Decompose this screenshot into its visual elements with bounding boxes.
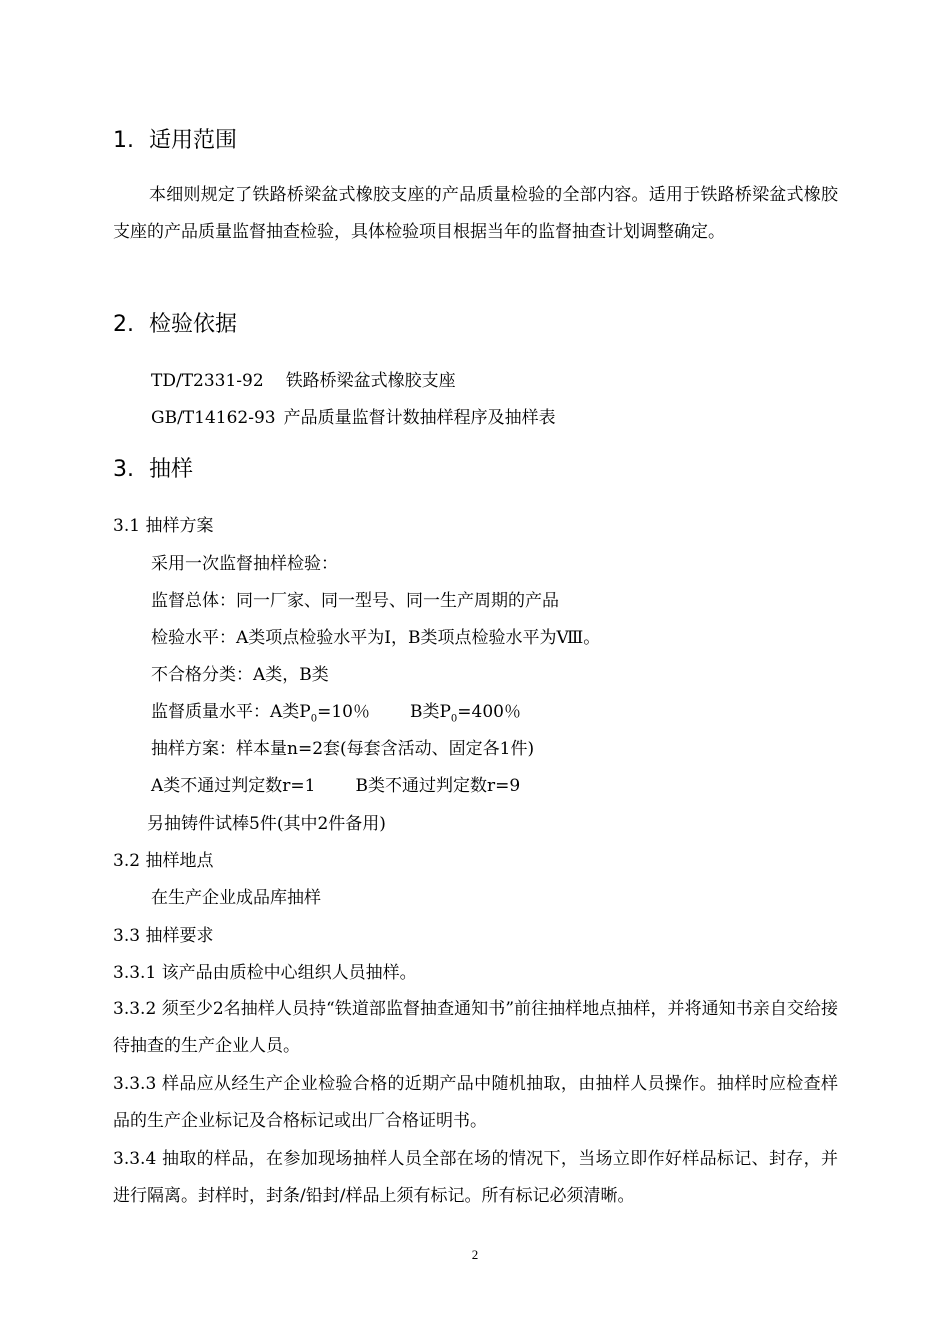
s33-para-4: 3.3.4 抽取的样品，在参加现场抽样人员全部在场的情况下，当场立即作好样品标记、封存，并进行隔离。封样时，封条/铅封/样品上须有标记。所有标记必须清晰。	[113, 1149, 838, 1206]
s32-line-1: 在生产企业成品库抽样	[151, 888, 321, 908]
section-2-heading	[113, 311, 237, 339]
s33-para-2: 3.3.2 须至少2名抽样人员持“铁道部监督抽查通知书”前往抽样地点抽样，并将通知书亲自交给接待抽查的生产企业人员。	[113, 999, 838, 1056]
reference-2-code: GB/T14162-93	[151, 408, 276, 428]
reference-1-name: 铁路桥梁盆式橡胶支座	[285, 371, 456, 391]
section-3-heading	[113, 456, 193, 484]
section-2-title: 检验依据	[149, 312, 238, 337]
quality-level-b-value: =400％	[457, 702, 521, 722]
a-class-reject-number: A类不通过判定数r=1	[151, 776, 316, 796]
section-1-heading	[113, 127, 237, 155]
s31-line-3: 检验水平：A类项点检验水平为Ⅰ，B类项点检验水平为Ⅷ。	[151, 628, 601, 648]
b-class-reject-number: B类不通过判定数r=9	[355, 776, 521, 796]
section-1-title: 适用范围	[149, 128, 238, 153]
section-3-number: 3.	[113, 457, 134, 482]
quality-level-a-sub: 0	[310, 713, 318, 725]
subsection-3-2-heading: 3.2 抽样地点	[113, 851, 214, 871]
section-3-title: 抽样	[149, 457, 194, 482]
reference-1	[151, 370, 456, 392]
quality-level-a-label: 监督质量水平：A类P	[151, 702, 311, 722]
quality-level-a-value: =10％	[317, 702, 370, 722]
s33-para-3: 3.3.3 样品应从经生产企业检验合格的近期产品中随机抽取，由抽样人员操作。抽样时应检查样品的生产企业标记及合格标记或出厂合格证明书。	[113, 1074, 838, 1131]
s31-line-6: 抽样方案：样本量n=2套(每套含活动、固定各1件)	[151, 739, 535, 759]
s31-line-4: 不合格分类：A类，B类	[151, 665, 329, 685]
reference-2-name: 产品质量监督计数抽样程序及抽样表	[283, 408, 556, 428]
s31-line-7	[151, 775, 520, 797]
subsection-3-3-heading: 3.3 抽样要求	[113, 926, 214, 946]
s31-line-2: 监督总体：同一厂家、同一型号、同一生产周期的产品	[151, 591, 559, 611]
subsection-3-1-heading: 3.1 抽样方案	[113, 516, 214, 536]
s31-line-5	[151, 701, 521, 730]
section-2-number: 2.	[113, 312, 134, 337]
page-number: 2	[471, 1247, 479, 1262]
quality-level-b-label: B类P	[409, 702, 451, 722]
section-1-body: 本细则规定了铁路桥梁盆式橡胶支座的产品质量检验的全部内容。适用于铁路桥梁盆式橡胶支座的产品质量监督抽查检验，具体检验项目根据当年的监督抽查计划调整确定。	[113, 185, 838, 242]
s33-para-1: 3.3.1 该产品由质检中心组织人员抽样。	[113, 963, 417, 983]
quality-level-b-sub: 0	[450, 713, 458, 725]
section-1-number: 1.	[113, 128, 134, 153]
s31-line-8: 另抽铸件试棒5件(其中2件备用)	[147, 814, 386, 834]
reference-2	[151, 407, 556, 429]
s31-line-1: 采用一次监督抽样检验：	[151, 554, 338, 574]
reference-1-code: TD/T2331-92	[151, 371, 264, 391]
